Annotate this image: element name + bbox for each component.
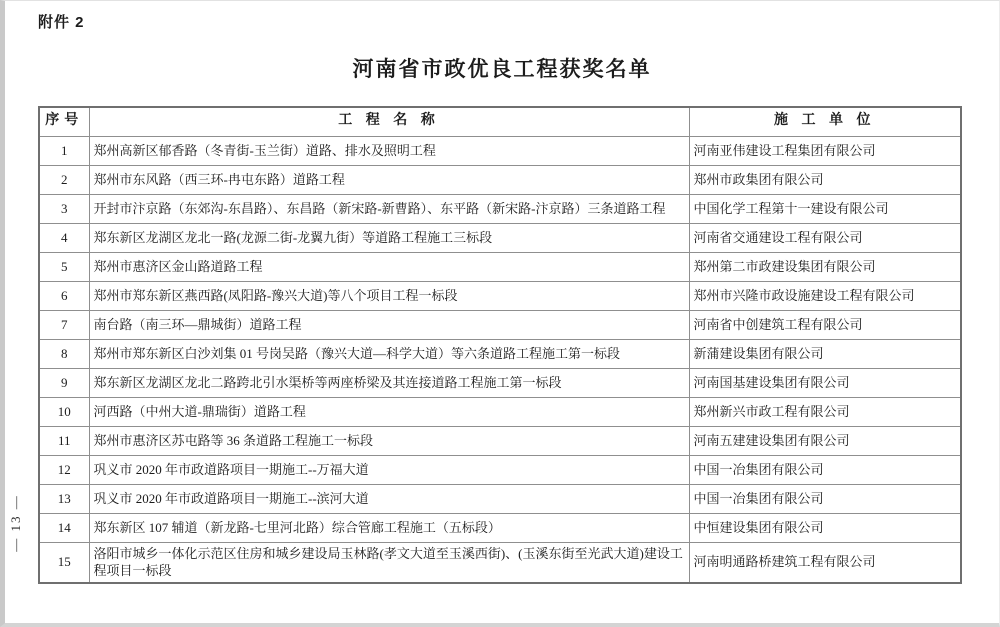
row-number-cell: 4	[39, 223, 89, 252]
company-name-cell: 郑州新兴市政工程有限公司	[689, 397, 961, 426]
table-row	[39, 455, 961, 484]
company-name-cell: 新蒲建设集团有限公司	[689, 339, 961, 368]
row-number-cell: 1	[39, 136, 89, 165]
project-name-cell: 巩义市 2020 年市政道路项目一期施工--万福大道	[89, 455, 689, 484]
company-name-cell: 郑州市兴隆市政设施建设工程有限公司	[689, 281, 961, 310]
attachment-label: 附件 2	[38, 14, 85, 31]
row-number-cell: 3	[39, 194, 89, 223]
project-name-cell: 巩义市 2020 年市政道路项目一期施工--滨河大道	[89, 484, 689, 513]
table-row	[39, 397, 961, 426]
table-header-row	[39, 107, 961, 136]
table-row	[39, 136, 961, 165]
project-name-cell: 河西路（中州大道-鼎瑞街）道路工程	[89, 397, 689, 426]
table-row	[39, 484, 961, 513]
table-row	[39, 281, 961, 310]
table-row	[39, 368, 961, 397]
company-name-cell: 河南省交通建设工程有限公司	[689, 223, 961, 252]
row-number-cell: 13	[39, 484, 89, 513]
row-number-cell: 11	[39, 426, 89, 455]
project-name-cell: 郑州市郑东新区白沙刘集 01 号岗吴路（豫兴大道—科学大道）等六条道路工程施工第一标段	[89, 339, 689, 368]
project-name-cell: 郑州市惠济区金山路道路工程	[89, 252, 689, 281]
project-name-cell: 郑东新区龙湖区龙北一路(龙源二街-龙翼九街）等道路工程施工三标段	[89, 223, 689, 252]
row-number-cell: 2	[39, 165, 89, 194]
col-header-construction-unit: 施 工 单 位	[689, 107, 961, 136]
award-table	[38, 106, 962, 584]
table-row	[39, 339, 961, 368]
col-header-no: 序号	[39, 107, 89, 136]
project-name-cell: 郑州市东风路（西三环-冉屯东路）道路工程	[89, 165, 689, 194]
table-body	[39, 136, 961, 583]
project-name-cell: 郑州市郑东新区燕西路(凤阳路-豫兴大道)等八个项目工程一标段	[89, 281, 689, 310]
project-name-cell: 洛阳市城乡一体化示范区住房和城乡建设局玉林路(孝文大道至玉溪西街)、(玉溪东街至光武大道)建设工程项目一标段	[89, 542, 689, 583]
table-row	[39, 310, 961, 339]
page-number: — 13 —	[8, 494, 23, 552]
table-row	[39, 194, 961, 223]
company-name-cell: 郑州市政集团有限公司	[689, 165, 961, 194]
project-name-cell: 郑州高新区郁香路（冬青街-玉兰街）道路、排水及照明工程	[89, 136, 689, 165]
table-row	[39, 542, 961, 583]
company-name-cell: 河南五建建设集团有限公司	[689, 426, 961, 455]
company-name-cell: 河南省中创建筑工程有限公司	[689, 310, 961, 339]
company-name-cell: 中国化学工程第十一建设有限公司	[689, 194, 961, 223]
company-name-cell: 河南国基建设集团有限公司	[689, 368, 961, 397]
row-number-cell: 14	[39, 513, 89, 542]
company-name-cell: 中恒建设集团有限公司	[689, 513, 961, 542]
row-number-cell: 5	[39, 252, 89, 281]
company-name-cell: 河南亚伟建设工程集团有限公司	[689, 136, 961, 165]
company-name-cell: 中国一冶集团有限公司	[689, 455, 961, 484]
row-number-cell: 10	[39, 397, 89, 426]
table-row	[39, 426, 961, 455]
table-row	[39, 252, 961, 281]
project-name-cell: 南台路（南三环—鼎城街）道路工程	[89, 310, 689, 339]
row-number-cell: 6	[39, 281, 89, 310]
row-number-cell: 9	[39, 368, 89, 397]
page-title: 河南省市政优良工程获奖名单	[352, 58, 652, 81]
company-name-cell: 郑州第二市政建设集团有限公司	[689, 252, 961, 281]
project-name-cell: 郑东新区龙湖区龙北二路跨北引水渠桥等两座桥梁及其连接道路工程施工第一标段	[89, 368, 689, 397]
company-name-cell: 中国一冶集团有限公司	[689, 484, 961, 513]
project-name-cell: 开封市汴京路（东郊沟-东昌路）、东昌路（新宋路-新曹路）、东平路（新宋路-汴京路）三条道路工程	[89, 194, 689, 223]
table-row	[39, 165, 961, 194]
row-number-cell: 8	[39, 339, 89, 368]
row-number-cell: 15	[39, 542, 89, 583]
project-name-cell: 郑州市惠济区苏屯路等 36 条道路工程施工一标段	[89, 426, 689, 455]
project-name-cell: 郑东新区 107 辅道（新龙路-七里河北路）综合管廊工程施工（五标段）	[89, 513, 689, 542]
row-number-cell: 7	[39, 310, 89, 339]
table-row	[39, 223, 961, 252]
col-header-project-name: 工 程 名 称	[89, 107, 689, 136]
company-name-cell: 河南明通路桥建筑工程有限公司	[689, 542, 961, 583]
table-row	[39, 513, 961, 542]
row-number-cell: 12	[39, 455, 89, 484]
